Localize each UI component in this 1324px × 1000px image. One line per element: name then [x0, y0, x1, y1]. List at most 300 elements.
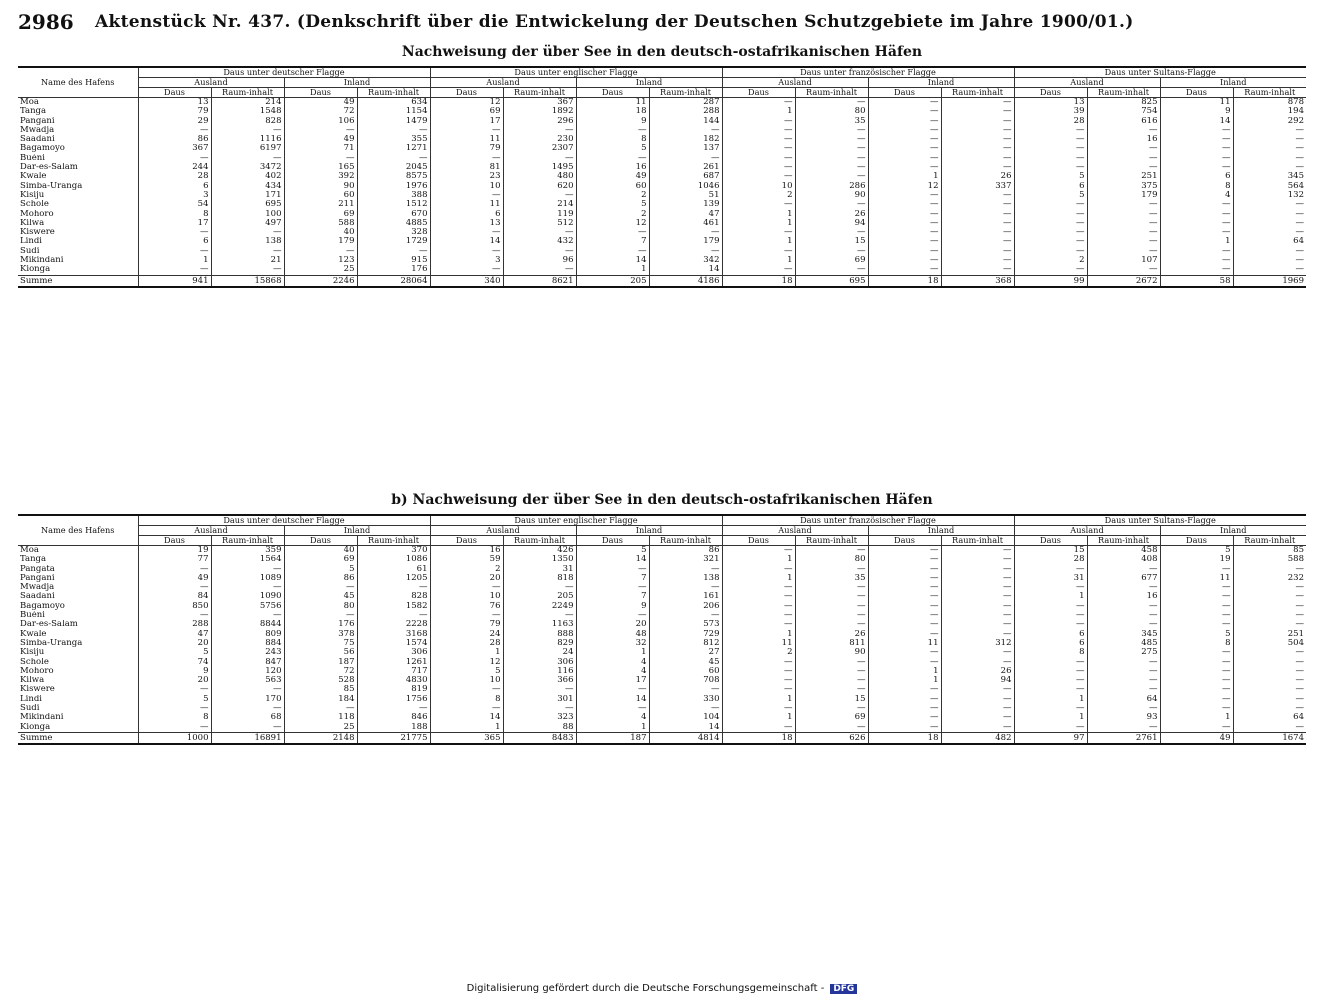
- value-cell: 345: [1233, 172, 1306, 181]
- table-row: [18, 247, 1306, 256]
- value-cell: —: [941, 574, 1014, 583]
- value-cell: 5: [1014, 191, 1087, 200]
- sum-cell: 58: [1160, 275, 1233, 287]
- column-leaf-header: Daus: [868, 88, 941, 98]
- value-cell: 695: [211, 200, 284, 209]
- value-cell: 64: [1233, 237, 1306, 246]
- port-name-cell: Mikindani: [20, 713, 64, 723]
- value-cell: 717: [357, 667, 430, 676]
- value-cell: —: [1014, 658, 1087, 667]
- value-cell: 818: [503, 574, 576, 583]
- value-cell: 8: [138, 713, 211, 722]
- value-cell: —: [1233, 602, 1306, 611]
- value-cell: 3472: [211, 163, 284, 172]
- value-cell: 39: [1014, 107, 1087, 116]
- value-cell: 1: [722, 713, 795, 722]
- value-cell: —: [1160, 219, 1233, 228]
- value-cell: 251: [1233, 630, 1306, 639]
- value-cell: 754: [1087, 107, 1160, 116]
- column-leaf-header: Raum-inhalt: [941, 88, 1014, 98]
- value-cell: —: [722, 144, 795, 153]
- value-cell: 14: [649, 265, 722, 275]
- value-cell: 588: [1233, 555, 1306, 564]
- value-cell: 1892: [503, 107, 576, 116]
- value-cell: 132: [1233, 191, 1306, 200]
- value-cell: 8: [1160, 182, 1233, 191]
- value-cell: 811: [795, 639, 868, 648]
- value-cell: —: [868, 695, 941, 704]
- value-cell: —: [576, 685, 649, 694]
- table-row: [18, 555, 1306, 564]
- value-cell: —: [1160, 247, 1233, 256]
- value-cell: —: [941, 200, 1014, 209]
- value-cell: —: [1233, 256, 1306, 265]
- value-cell: —: [284, 154, 357, 163]
- value-cell: —: [941, 98, 1014, 108]
- sum-cell: 1000: [138, 732, 211, 744]
- value-cell: 69: [795, 256, 868, 265]
- value-cell: 1205: [357, 574, 430, 583]
- value-cell: 4: [576, 713, 649, 722]
- value-cell: 86: [138, 135, 211, 144]
- value-cell: —: [284, 126, 357, 135]
- value-cell: —: [1014, 620, 1087, 629]
- value-cell: 49: [576, 172, 649, 181]
- column-subheader: Ausland: [430, 526, 576, 536]
- value-cell: 1: [868, 676, 941, 685]
- value-cell: 94: [795, 219, 868, 228]
- value-cell: 2228: [357, 620, 430, 629]
- value-cell: —: [138, 228, 211, 237]
- value-cell: —: [1160, 126, 1233, 135]
- column-leaf-header: Raum-inhalt: [649, 88, 722, 98]
- value-cell: —: [211, 583, 284, 592]
- value-cell: —: [576, 228, 649, 237]
- column-leaf-header: Daus: [1014, 88, 1087, 98]
- value-cell: 15: [795, 237, 868, 246]
- value-cell: 8: [138, 210, 211, 219]
- value-cell: 342: [649, 256, 722, 265]
- value-cell: —: [1087, 658, 1160, 667]
- value-cell: —: [649, 228, 722, 237]
- column-subheader: Ausland: [1014, 78, 1160, 88]
- value-cell: 100: [211, 210, 284, 219]
- sum-cell: 626: [795, 732, 868, 744]
- value-cell: 81: [430, 163, 503, 172]
- value-cell: 18: [576, 107, 649, 116]
- value-cell: —: [1233, 135, 1306, 144]
- value-cell: —: [868, 602, 941, 611]
- column-leaf-header: Raum-inhalt: [795, 536, 868, 546]
- value-cell: 1: [1160, 713, 1233, 722]
- value-cell: 287: [649, 98, 722, 108]
- value-cell: —: [211, 685, 284, 694]
- value-cell: 5: [430, 667, 503, 676]
- column-subheader: Inland: [576, 526, 722, 536]
- value-cell: —: [795, 172, 868, 181]
- value-cell: 17: [138, 219, 211, 228]
- value-cell: 6: [1160, 172, 1233, 181]
- port-name-cell: Pangata: [20, 564, 55, 574]
- port-name-cell: Pangani: [20, 116, 55, 126]
- column-leaf-header: Raum-inhalt: [1233, 536, 1306, 546]
- value-cell: 14: [576, 256, 649, 265]
- value-cell: —: [722, 172, 795, 181]
- column-leaf-header: Daus: [1160, 536, 1233, 546]
- port-name-cell: Schole: [20, 657, 49, 667]
- value-cell: —: [795, 154, 868, 163]
- value-cell: —: [503, 126, 576, 135]
- value-cell: 512: [503, 219, 576, 228]
- value-cell: 26: [941, 172, 1014, 181]
- value-cell: 359: [211, 546, 284, 556]
- value-cell: —: [795, 265, 868, 275]
- value-cell: —: [649, 704, 722, 713]
- value-cell: —: [868, 144, 941, 153]
- value-cell: 819: [357, 685, 430, 694]
- sum-cell: 8483: [503, 732, 576, 744]
- value-cell: —: [941, 555, 1014, 564]
- value-cell: —: [1014, 219, 1087, 228]
- value-cell: 11: [430, 135, 503, 144]
- table-row: [18, 256, 1306, 265]
- value-cell: —: [1014, 228, 1087, 237]
- value-cell: 214: [211, 98, 284, 108]
- value-cell: 563: [211, 676, 284, 685]
- value-cell: 59: [430, 555, 503, 564]
- value-cell: —: [868, 658, 941, 667]
- value-cell: 1: [722, 210, 795, 219]
- value-cell: —: [722, 565, 795, 574]
- value-cell: —: [357, 154, 430, 163]
- value-cell: 161: [649, 592, 722, 601]
- table-row: [18, 135, 1306, 144]
- sum-cell: 4186: [649, 275, 722, 287]
- value-cell: —: [941, 163, 1014, 172]
- port-name-cell: Kionga: [20, 722, 51, 732]
- value-cell: —: [868, 228, 941, 237]
- value-cell: 45: [649, 658, 722, 667]
- value-cell: 312: [941, 639, 1014, 648]
- column-subheader: Ausland: [722, 78, 868, 88]
- value-cell: 23: [430, 172, 503, 181]
- table-row: [18, 107, 1306, 116]
- port-name-cell: Mohoro: [20, 209, 54, 219]
- value-cell: 1350: [503, 555, 576, 564]
- sum-cell: 1969: [1233, 275, 1306, 287]
- table-row: [18, 713, 1306, 722]
- value-cell: —: [357, 611, 430, 620]
- value-cell: —: [1233, 200, 1306, 209]
- value-cell: 634: [357, 98, 430, 108]
- table-row: [18, 648, 1306, 657]
- table-row: [18, 182, 1306, 191]
- value-cell: 49: [138, 574, 211, 583]
- value-cell: —: [1233, 228, 1306, 237]
- value-cell: —: [576, 611, 649, 620]
- value-cell: 93: [1087, 713, 1160, 722]
- port-name-cell: Tanga: [20, 555, 47, 565]
- value-cell: 137: [649, 144, 722, 153]
- column-leaf-header: Daus: [430, 88, 503, 98]
- value-cell: 119: [503, 210, 576, 219]
- value-cell: 60: [649, 667, 722, 676]
- value-cell: 80: [795, 555, 868, 564]
- value-cell: —: [868, 154, 941, 163]
- value-cell: 251: [1087, 172, 1160, 181]
- value-cell: 24: [430, 630, 503, 639]
- port-name-cell: Simba-Uranga: [20, 181, 83, 191]
- value-cell: 337: [941, 182, 1014, 191]
- value-cell: 458: [1087, 546, 1160, 556]
- value-cell: —: [1087, 676, 1160, 685]
- value-cell: 2: [722, 191, 795, 200]
- value-cell: —: [1160, 144, 1233, 153]
- value-cell: 138: [211, 237, 284, 246]
- value-cell: —: [1160, 676, 1233, 685]
- value-cell: —: [576, 247, 649, 256]
- value-cell: —: [868, 723, 941, 733]
- value-cell: 26: [795, 210, 868, 219]
- value-cell: 345: [1087, 630, 1160, 639]
- port-name-cell: Mwadja: [20, 125, 55, 135]
- column-leaf-header: Daus: [430, 536, 503, 546]
- value-cell: —: [941, 144, 1014, 153]
- value-cell: 16: [1087, 135, 1160, 144]
- value-cell: 1: [576, 648, 649, 657]
- value-cell: —: [795, 126, 868, 135]
- value-cell: —: [722, 98, 795, 108]
- value-cell: 1: [722, 219, 795, 228]
- value-cell: —: [1014, 685, 1087, 694]
- port-name-cell: Tanga: [20, 107, 47, 117]
- value-cell: —: [1087, 704, 1160, 713]
- value-cell: 68: [211, 713, 284, 722]
- value-cell: 28: [430, 639, 503, 648]
- port-name-cell: Buéni: [20, 153, 45, 163]
- table-row: [18, 172, 1306, 181]
- value-cell: —: [1087, 200, 1160, 209]
- value-cell: —: [357, 583, 430, 592]
- sum-cell: 205: [576, 275, 649, 287]
- value-cell: —: [1087, 723, 1160, 733]
- value-cell: —: [868, 546, 941, 556]
- value-cell: 392: [284, 172, 357, 181]
- column-leaf-header: Raum-inhalt: [649, 536, 722, 546]
- value-cell: 1: [430, 648, 503, 657]
- value-cell: 2: [430, 565, 503, 574]
- value-cell: 64: [1233, 713, 1306, 722]
- column-leaf-header: Raum-inhalt: [1087, 536, 1160, 546]
- value-cell: 1: [1160, 237, 1233, 246]
- value-cell: 6: [1014, 630, 1087, 639]
- value-cell: 1116: [211, 135, 284, 144]
- column-group-header: Daus unter englischer Flagge: [430, 67, 722, 78]
- value-cell: —: [795, 620, 868, 629]
- value-cell: —: [1233, 154, 1306, 163]
- value-cell: 176: [284, 620, 357, 629]
- value-cell: 6: [138, 237, 211, 246]
- value-cell: 408: [1087, 555, 1160, 564]
- value-cell: 31: [1014, 574, 1087, 583]
- value-cell: 76: [430, 602, 503, 611]
- value-cell: —: [868, 163, 941, 172]
- sum-cell: 21775: [357, 732, 430, 744]
- column-group-header: Daus unter französischer Flagge: [722, 515, 1014, 526]
- value-cell: 20: [138, 676, 211, 685]
- port-name-cell: Buéni: [20, 611, 45, 621]
- port-name-cell: Kiswere: [20, 228, 55, 238]
- value-cell: 6: [1014, 182, 1087, 191]
- value-cell: 8: [576, 135, 649, 144]
- value-cell: —: [868, 611, 941, 620]
- value-cell: 288: [138, 620, 211, 629]
- value-cell: —: [211, 126, 284, 135]
- value-cell: 90: [795, 191, 868, 200]
- value-cell: 588: [284, 219, 357, 228]
- value-cell: 461: [649, 219, 722, 228]
- value-cell: 2: [576, 191, 649, 200]
- value-cell: —: [1160, 620, 1233, 629]
- column-leaf-header: Daus: [1160, 88, 1233, 98]
- value-cell: 21: [211, 256, 284, 265]
- value-cell: 884: [211, 639, 284, 648]
- sum-label: Summe: [18, 275, 138, 287]
- value-cell: —: [722, 126, 795, 135]
- table-row: [18, 695, 1306, 704]
- value-cell: —: [284, 704, 357, 713]
- value-cell: 677: [1087, 574, 1160, 583]
- value-cell: —: [1160, 228, 1233, 237]
- value-cell: 2: [1014, 256, 1087, 265]
- value-cell: 74: [138, 658, 211, 667]
- value-cell: —: [941, 191, 1014, 200]
- value-cell: —: [503, 704, 576, 713]
- value-cell: 90: [795, 648, 868, 657]
- running-header: Aktenstück Nr. 437. (Denkschrift über die Entwickelung der Deutschen Schutzgebiete im Jahre 1900/01.): [95, 12, 1134, 32]
- table-row: [18, 237, 1306, 246]
- value-cell: —: [138, 704, 211, 713]
- value-cell: 828: [357, 592, 430, 601]
- value-cell: 184: [284, 695, 357, 704]
- value-cell: —: [138, 154, 211, 163]
- value-cell: —: [1160, 583, 1233, 592]
- value-cell: 165: [284, 163, 357, 172]
- value-cell: —: [430, 685, 503, 694]
- value-cell: —: [941, 228, 1014, 237]
- column-leaf-header: Raum-inhalt: [795, 88, 868, 98]
- value-cell: 370: [357, 546, 430, 556]
- value-cell: 2: [576, 210, 649, 219]
- value-cell: 8: [1014, 648, 1087, 657]
- value-cell: —: [1160, 667, 1233, 676]
- value-cell: —: [1014, 565, 1087, 574]
- value-cell: 1: [722, 574, 795, 583]
- sum-cell: 2246: [284, 275, 357, 287]
- value-cell: —: [1087, 228, 1160, 237]
- value-cell: 86: [649, 546, 722, 556]
- value-cell: —: [576, 565, 649, 574]
- column-leaf-header: Daus: [138, 88, 211, 98]
- value-cell: —: [941, 210, 1014, 219]
- value-cell: 72: [284, 667, 357, 676]
- value-cell: 10: [430, 592, 503, 601]
- value-cell: —: [941, 648, 1014, 657]
- value-cell: 1: [576, 265, 649, 275]
- value-cell: —: [1087, 565, 1160, 574]
- value-cell: 1: [722, 555, 795, 564]
- value-cell: 825: [1087, 98, 1160, 108]
- value-cell: —: [1160, 602, 1233, 611]
- value-cell: —: [795, 592, 868, 601]
- sum-cell: 941: [138, 275, 211, 287]
- column-leaf-header: Daus: [576, 88, 649, 98]
- value-cell: —: [868, 265, 941, 275]
- value-cell: 5: [1014, 172, 1087, 181]
- value-cell: —: [1160, 135, 1233, 144]
- column-subheader: Inland: [1160, 78, 1306, 88]
- value-cell: 138: [649, 574, 722, 583]
- table-row: [18, 630, 1306, 639]
- value-cell: 15: [795, 695, 868, 704]
- value-cell: 144: [649, 117, 722, 126]
- value-cell: —: [795, 602, 868, 611]
- column-subheader: Ausland: [138, 78, 284, 88]
- value-cell: 13: [138, 98, 211, 108]
- value-cell: 47: [138, 630, 211, 639]
- value-cell: —: [430, 228, 503, 237]
- value-cell: 170: [211, 695, 284, 704]
- value-cell: 104: [649, 713, 722, 722]
- value-cell: 573: [649, 620, 722, 629]
- value-cell: —: [1233, 648, 1306, 657]
- column-leaf-header: Daus: [284, 88, 357, 98]
- value-cell: —: [1087, 247, 1160, 256]
- value-cell: 4: [1160, 191, 1233, 200]
- value-cell: 8575: [357, 172, 430, 181]
- table-row: [18, 144, 1306, 153]
- value-cell: 1: [722, 695, 795, 704]
- value-cell: —: [868, 574, 941, 583]
- value-cell: —: [430, 191, 503, 200]
- value-cell: 7: [576, 592, 649, 601]
- value-cell: —: [1233, 583, 1306, 592]
- sum-cell: 97: [1014, 732, 1087, 744]
- port-name-cell: Moa: [20, 545, 39, 555]
- table-row: [18, 667, 1306, 676]
- column-subheader: Inland: [284, 526, 430, 536]
- table-row: [18, 126, 1306, 135]
- value-cell: 11: [430, 200, 503, 209]
- value-cell: —: [576, 154, 649, 163]
- port-name-cell: Schole: [20, 200, 49, 210]
- value-cell: —: [795, 685, 868, 694]
- value-cell: 1: [722, 256, 795, 265]
- value-cell: 670: [357, 210, 430, 219]
- value-cell: —: [1087, 144, 1160, 153]
- value-cell: 96: [503, 256, 576, 265]
- value-cell: —: [941, 611, 1014, 620]
- value-cell: 27: [649, 648, 722, 657]
- value-cell: —: [868, 555, 941, 564]
- value-cell: —: [430, 126, 503, 135]
- column-leaf-header: Daus: [722, 536, 795, 546]
- value-cell: —: [1160, 210, 1233, 219]
- value-cell: 28: [1014, 117, 1087, 126]
- value-cell: —: [1160, 200, 1233, 209]
- value-cell: —: [138, 723, 211, 733]
- sum-cell: 18: [722, 275, 795, 287]
